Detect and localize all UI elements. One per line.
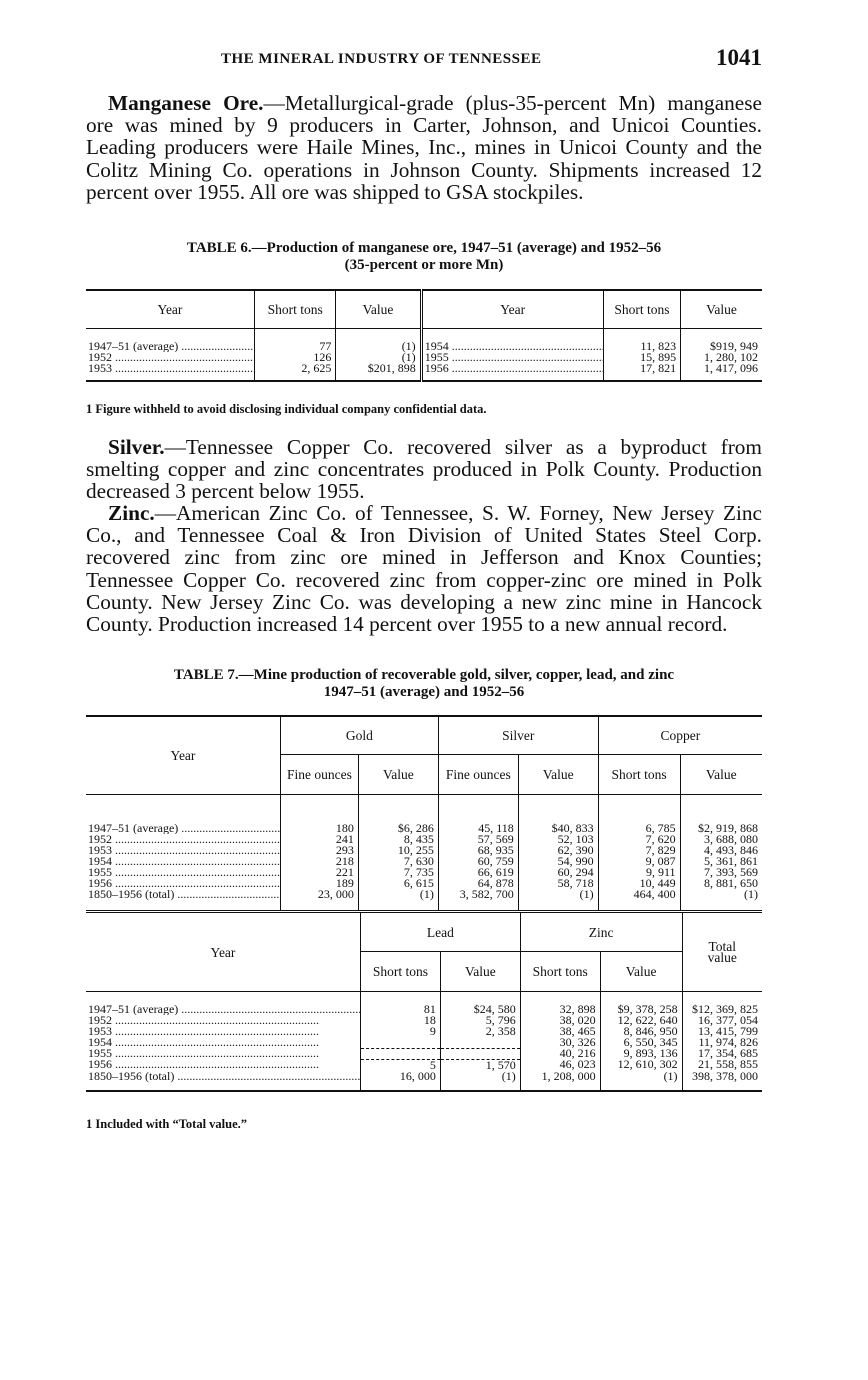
table6-title-line2: (35-percent or more Mn) bbox=[344, 257, 504, 273]
table7b-value-cell: 9, 893, 136 bbox=[600, 1048, 682, 1059]
table6-row bbox=[86, 363, 762, 381]
table6-header-year: Year bbox=[86, 290, 255, 328]
table6-value-cell: $201, 898 bbox=[336, 363, 421, 381]
table6-year-cell: 1952 ..... bbox=[86, 352, 255, 363]
table7-value-cell: 10, 255 bbox=[358, 845, 438, 856]
silver-text: —Tennessee Copper Co. recovered silver as a byproduct from smelting copper and zinc concentrates produced in Polk County. Production decreased 3 percent below 1955. bbox=[86, 435, 762, 504]
zinc-text: —American Zinc Co. of Tennessee, S. W. Forney, New Jersey Zinc Co., and Tennessee Coal & Iron Division of United States Steel Corp. recovered zinc from zinc ore mined in Jefferson and Knox Counties; Tennessee Copper Co. recovered zinc from copper-zinc ore mined in Polk County. New Jersey Zinc Co. was developing a new zinc mine in Hancock County. Production increased 14 percent over 1955 to a new annual record. bbox=[86, 501, 762, 637]
table7b-value-cell: 12, 622, 640 bbox=[600, 1015, 682, 1026]
table7b-value-cell: 18 bbox=[361, 1015, 441, 1026]
silver-paragraph bbox=[86, 436, 762, 503]
table7b-value-cell: 46, 023 bbox=[520, 1059, 600, 1071]
table7-value-cell: 5, 361, 861 bbox=[704, 853, 758, 868]
silver-value-header: Value bbox=[518, 754, 598, 794]
table7b-value-cell bbox=[440, 1037, 520, 1048]
table6-tons-cell: 126 bbox=[255, 352, 336, 363]
table6-title bbox=[86, 240, 762, 274]
table6-value-cell: (1) bbox=[336, 352, 421, 363]
table7b-value-cell: 5 bbox=[361, 1059, 441, 1071]
table6-header-value-2: Value bbox=[706, 301, 737, 317]
zinc-paragraph bbox=[86, 502, 762, 635]
table6-tons-cell: 2, 625 bbox=[255, 363, 336, 381]
table7-value-cell: 60, 759 bbox=[438, 856, 518, 867]
table6-header-year-2: Year bbox=[421, 290, 603, 328]
table7-value-cell: 10, 449 bbox=[598, 878, 680, 889]
table7-value-cell: 3, 582, 700 bbox=[438, 889, 518, 912]
table7-value-cell: 7, 735 bbox=[358, 867, 438, 878]
table6-year-cell: 1953 ..... bbox=[86, 363, 255, 381]
table7b-row bbox=[86, 1071, 762, 1091]
table7b-value-cell: 13, 415, 799 bbox=[698, 1024, 758, 1038]
table7-value-cell: 45, 118 bbox=[438, 794, 518, 834]
table7-header-silver: Silver bbox=[438, 716, 598, 754]
table6-year-cell: 1947–51 (average) ..... bbox=[86, 328, 255, 352]
table7b-header-zinc: Zinc bbox=[520, 912, 682, 952]
table6-year-cell: 1955 ..... bbox=[421, 352, 603, 363]
table7-value-cell: (1) bbox=[518, 889, 598, 912]
table7-row bbox=[86, 889, 762, 912]
table7-year-cell: 1956 ..... bbox=[86, 878, 281, 889]
table7-title bbox=[86, 667, 762, 701]
table7-year-cell: 1953 ..... bbox=[86, 845, 281, 856]
table6-header-short-tons-2: Short tons bbox=[603, 290, 680, 328]
table7-part1 bbox=[86, 715, 762, 913]
table7-value-cell: 218 bbox=[281, 856, 359, 867]
table7b-value-cell: 81 bbox=[361, 992, 441, 1016]
table7-title-line2: 1947–51 (average) and 1952–56 bbox=[323, 684, 525, 700]
table7-value-cell: 221 bbox=[281, 867, 359, 878]
table7-value-cell: 464, 400 bbox=[598, 889, 680, 912]
table7b-value-cell: 5, 796 bbox=[440, 1015, 520, 1026]
table6-header-short-tons: Short tons bbox=[255, 290, 336, 328]
table6 bbox=[86, 289, 762, 382]
table7b-value-cell: 40, 216 bbox=[520, 1048, 600, 1059]
zinc-heading: Zinc. bbox=[108, 501, 155, 525]
table7-value-cell: 293 bbox=[281, 845, 359, 856]
table7-year-cell: 1954 ..... bbox=[86, 856, 281, 867]
table7b-value-cell: 21, 558, 855 bbox=[698, 1057, 758, 1071]
running-head-title: THE MINERAL INDUSTRY OF TENNESSEE bbox=[221, 51, 542, 67]
table6-title-line1: TABLE 6.—Production of manganese ore, 1947–51 (average) and 1952–56 bbox=[186, 240, 662, 256]
table7b-value-cell: 6, 550, 345 bbox=[600, 1037, 682, 1048]
table7b-year-cell: 1956 ..... bbox=[86, 1059, 361, 1071]
table7b-value-cell bbox=[361, 1037, 441, 1048]
table7b-value-cell: (1) bbox=[600, 1071, 682, 1091]
table7b-value-cell: 38, 465 bbox=[520, 1026, 600, 1037]
table6-row bbox=[86, 328, 762, 352]
table7-value-cell: 54, 990 bbox=[518, 856, 598, 867]
table7b-value-cell: 32, 898 bbox=[520, 992, 600, 1016]
table7-value-cell: (1) bbox=[358, 889, 438, 912]
manganese-heading: Manganese Ore. bbox=[108, 91, 264, 115]
table7b-value-cell: 30, 326 bbox=[520, 1037, 600, 1048]
table6-header-value: Value bbox=[336, 290, 421, 328]
table7-value-cell: 60, 294 bbox=[518, 867, 598, 878]
table7-value-cell: 9, 911 bbox=[598, 867, 680, 878]
table7-value-cell: $40, 833 bbox=[518, 794, 598, 834]
table7-year-cell: 1955 ..... bbox=[86, 867, 281, 878]
table7-footnote: 1 Included with “Total value.” bbox=[86, 1117, 248, 1131]
table7-value-cell: 4, 493, 846 bbox=[704, 842, 758, 857]
table7-value-cell: 7, 393, 569 bbox=[704, 864, 758, 879]
lead-short-tons-header: Short tons bbox=[361, 952, 441, 992]
table7-value-cell: $2, 919, 868 bbox=[698, 820, 758, 835]
table7-year-cell: 1850–1956 (total) ..... bbox=[86, 889, 281, 912]
lead-value-header: Value bbox=[440, 952, 520, 992]
table7-value-cell: 68, 935 bbox=[438, 845, 518, 856]
table7-value-cell: 241 bbox=[281, 834, 359, 845]
table7b-value-cell: 17, 354, 685 bbox=[698, 1046, 758, 1060]
table7b-year-cell: 1954 ..... bbox=[86, 1037, 361, 1048]
table7b-value-cell: (1) bbox=[440, 1071, 520, 1091]
table7b-year-cell: 1952 ..... bbox=[86, 1015, 361, 1026]
table7-year-cell: 1952 ..... bbox=[86, 834, 281, 845]
table7b-header-total-value: Total value bbox=[682, 912, 762, 992]
table7-title-line1: TABLE 7.—Mine production of recoverable gold, silver, copper, lead, and zinc bbox=[173, 667, 675, 683]
copper-short-tons-header: Short tons bbox=[598, 754, 680, 794]
table7-header-year: Year bbox=[86, 716, 281, 794]
gold-fine-ounces-header: Fine ounces bbox=[281, 754, 359, 794]
table7-value-cell: 57, 569 bbox=[438, 834, 518, 845]
zinc-short-tons-header: Short tons bbox=[520, 952, 600, 992]
table7b-value-cell: $9, 378, 258 bbox=[600, 992, 682, 1016]
table6-value-cell: 1, 280, 102 bbox=[704, 349, 758, 364]
table7b-value-cell: 9 bbox=[361, 1026, 441, 1037]
table7-value-cell: 8, 881, 650 bbox=[704, 875, 758, 890]
table7-value-cell: 6, 785 bbox=[598, 794, 680, 834]
table7-part2 bbox=[86, 910, 762, 1092]
running-head bbox=[86, 47, 762, 75]
table7b-header-lead: Lead bbox=[361, 912, 521, 952]
table7b-value-cell: 1, 570 bbox=[440, 1059, 520, 1071]
table7-value-cell: 189 bbox=[281, 878, 359, 889]
table7b-value-cell: $24, 580 bbox=[440, 992, 520, 1016]
table7-year-cell: 1947–51 (average) ..... bbox=[86, 794, 281, 834]
table6-tons-cell: 77 bbox=[255, 328, 336, 352]
table7-value-cell: 180 bbox=[281, 794, 359, 834]
manganese-text: —Metallurgical-grade (plus-35-percent Mn) manganese ore was mined by 9 producers in Carter, Johnson, and Unicoi Counties. Leading producers were Haile Mines, Inc., mines in Unicoi County and the Colitz Mining Co. operations in Johnson County. Shipments increased 12 percent over 1955. All ore was shipped to GSA stockpiles. bbox=[86, 91, 762, 204]
table7b-value-cell: 2, 358 bbox=[440, 1026, 520, 1037]
table6-year-cell: 1954 ..... bbox=[421, 328, 603, 352]
table7-header-copper: Copper bbox=[598, 716, 762, 754]
table6-tons-cell: 15, 895 bbox=[603, 352, 680, 363]
table7-value-cell: 7, 620 bbox=[598, 834, 680, 845]
table7-value-cell: 23, 000 bbox=[281, 889, 359, 912]
silver-heading: Silver. bbox=[108, 435, 165, 459]
table7b-value-cell: $12, 369, 825 bbox=[692, 1002, 758, 1016]
table7b-year-cell: 1955 ..... bbox=[86, 1048, 361, 1059]
table6-tons-cell: 11, 823 bbox=[603, 328, 680, 352]
silver-fine-ounces-header: Fine ounces bbox=[438, 754, 518, 794]
table7b-year-cell: 1953 ..... bbox=[86, 1026, 361, 1037]
table7-value-cell: 8, 435 bbox=[358, 834, 438, 845]
table6-tons-cell: 17, 821 bbox=[603, 363, 680, 381]
table7-value-cell: $6, 286 bbox=[358, 794, 438, 834]
manganese-paragraph bbox=[86, 92, 762, 203]
page-number: 1041 bbox=[716, 45, 762, 70]
table7-row bbox=[86, 794, 762, 834]
table7b-year-cell: 1850–1956 (total) ..... bbox=[86, 1071, 361, 1091]
zinc-value-header: Value bbox=[600, 952, 682, 992]
table7b-value-cell bbox=[361, 1048, 441, 1059]
table6-value-cell: $919, 949 bbox=[710, 338, 758, 353]
table7b-header-year: Year bbox=[86, 912, 361, 992]
table7-value-cell: 62, 390 bbox=[518, 845, 598, 856]
table7b-year-cell: 1947–51 (average) ..... bbox=[86, 992, 361, 1016]
table7b-row bbox=[86, 992, 762, 1016]
table7b-value-cell: 11, 974, 826 bbox=[698, 1035, 758, 1049]
table6-footnote: 1 Figure withheld to avoid disclosing individual company confidential data. bbox=[86, 402, 487, 416]
table6-value-cell: 1, 417, 096 bbox=[704, 360, 758, 375]
table6-value-cell: (1) bbox=[336, 328, 421, 352]
table7b-value-cell: 398, 378, 000 bbox=[692, 1068, 758, 1083]
copper-value-header: Value bbox=[705, 766, 737, 782]
table7-value-cell: 66, 619 bbox=[438, 867, 518, 878]
table7-value-cell: 7, 630 bbox=[358, 856, 438, 867]
table7-value-cell: 6, 615 bbox=[358, 878, 438, 889]
table7b-value-cell: 1, 208, 000 bbox=[520, 1071, 600, 1091]
table7-value-cell: 3, 688, 080 bbox=[704, 831, 758, 846]
table7b-value-cell: 16, 377, 054 bbox=[698, 1013, 758, 1027]
table7b-value-cell: 38, 020 bbox=[520, 1015, 600, 1026]
table7-value-cell: 58, 718 bbox=[518, 878, 598, 889]
table7-header-gold: Gold bbox=[281, 716, 439, 754]
table7b-value-cell: 16, 000 bbox=[361, 1071, 441, 1091]
gold-value-header: Value bbox=[358, 754, 438, 794]
table7b-value-cell: 8, 846, 950 bbox=[600, 1026, 682, 1037]
table7b-value-cell: 12, 610, 302 bbox=[600, 1059, 682, 1071]
table6-year-cell: 1956 ..... bbox=[421, 363, 603, 381]
table7-value-cell: 64, 878 bbox=[438, 878, 518, 889]
table7-value-cell: 9, 087 bbox=[598, 856, 680, 867]
table7-value-cell: 7, 829 bbox=[598, 845, 680, 856]
table7-value-cell: 52, 103 bbox=[518, 834, 598, 845]
table7-value-cell: (1) bbox=[744, 886, 758, 901]
